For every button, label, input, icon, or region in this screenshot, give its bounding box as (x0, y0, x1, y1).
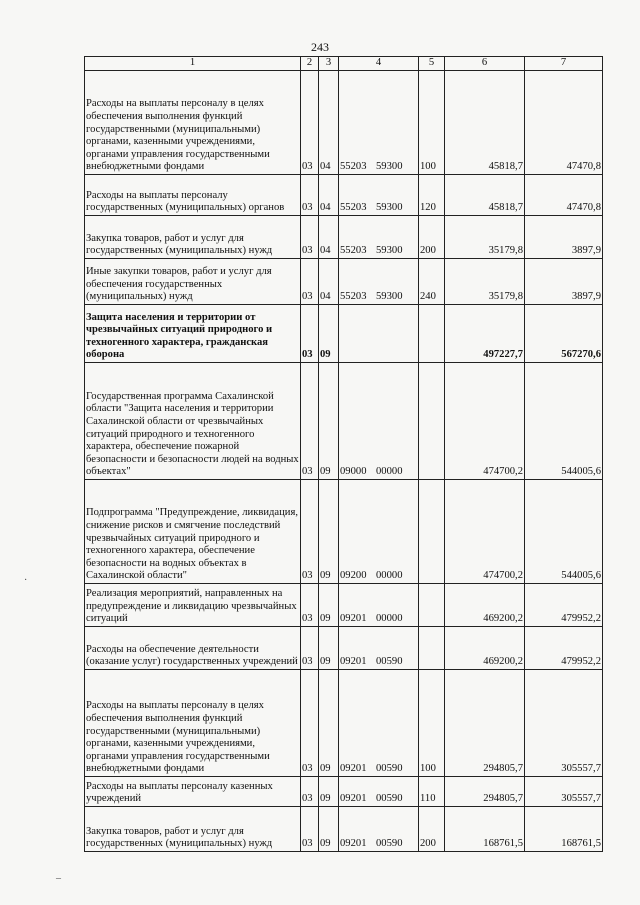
row-value-col7: 544005,6 (525, 363, 603, 480)
row-value-col6: 294805,7 (445, 670, 525, 777)
row-section: 03 (301, 584, 319, 627)
row-target-article-program: 55203 (340, 291, 367, 303)
row-subsection: 09 (319, 480, 339, 584)
table-row (85, 305, 603, 363)
row-target-article-program: 09200 (340, 570, 367, 582)
row-section: 03 (301, 71, 319, 175)
row-section: 03 (301, 175, 319, 216)
table-row (85, 216, 603, 259)
row-target-article (339, 584, 419, 627)
row-value-col6: 469200,2 (445, 584, 525, 627)
row-target-article-direction: 59300 (376, 245, 403, 257)
row-name: Расходы на выплаты персоналу в целях обеспечения выполнения функций государственными (муниципальными) органами, казенными учреждениями, органами управления государственными внебюджетными фондами (85, 71, 301, 175)
table-row (85, 363, 603, 480)
row-value-col7: 168761,5 (525, 807, 603, 852)
row-subsection: 09 (319, 305, 339, 363)
row-name: Расходы на выплаты персоналу государственных (муниципальных) органов (85, 175, 301, 216)
row-expense-type: 120 (419, 175, 445, 216)
row-expense-type: 100 (419, 71, 445, 175)
header-col-1: 1 (85, 57, 301, 71)
row-target-article-direction: 59300 (376, 161, 403, 173)
row-target-article (339, 71, 419, 175)
row-subsection: 04 (319, 216, 339, 259)
row-expense-type: 200 (419, 216, 445, 259)
row-name: Защита населения и территории от чрезвычайных ситуаций природного и техногенного характера, гражданская оборона (85, 305, 301, 363)
row-section: 03 (301, 480, 319, 584)
row-name: Расходы на обеспечение деятельности (оказание услуг) государственных учреждений (85, 627, 301, 670)
row-target-article (339, 777, 419, 807)
row-target-article (339, 363, 419, 480)
table-row (85, 584, 603, 627)
row-value-col7: 305557,7 (525, 670, 603, 777)
row-target-article (339, 480, 419, 584)
row-value-col6: 168761,5 (445, 807, 525, 852)
row-name: Подпрограмма "Предупреждение, ликвидация, снижение рисков и смягчение последствий чрезвычайных ситуаций природного и техногенного характера, обеспечение безопасности на водных объектах в Сахалинской области" (85, 480, 301, 584)
row-target-article (339, 670, 419, 777)
row-name: Реализация мероприятий, направленных на предупреждение и ликвидацию чрезвычайных ситуаций (85, 584, 301, 627)
row-target-article-direction: 00590 (376, 838, 403, 850)
row-target-article-program: 55203 (340, 202, 367, 214)
row-name: Закупка товаров, работ и услуг для государственных (муниципальных) нужд (85, 807, 301, 852)
row-target-article-direction: 00590 (376, 793, 403, 805)
table-body (85, 71, 603, 852)
row-section: 03 (301, 807, 319, 852)
row-section: 03 (301, 363, 319, 480)
row-value-col7: 305557,7 (525, 777, 603, 807)
row-value-col6: 474700,2 (445, 480, 525, 584)
row-value-col7: 3897,9 (525, 259, 603, 305)
table-row (85, 670, 603, 777)
row-target-article-direction: 00000 (376, 613, 403, 625)
row-name: Государственная программа Сахалинской области "Защита населения и территории Сахалинской области от чрезвычайных ситуаций природного и техногенного характера, обеспечение пожарной безопасности и безопасности людей на водных объектах" (85, 363, 301, 480)
row-section: 03 (301, 627, 319, 670)
header-col-5: 5 (419, 57, 445, 71)
row-target-article-program: 09201 (340, 793, 367, 805)
row-section: 03 (301, 670, 319, 777)
table-row (85, 807, 603, 852)
row-target-article-program: 09201 (340, 838, 367, 850)
table-row (85, 71, 603, 175)
row-expense-type (419, 627, 445, 670)
margin-mark: – (56, 873, 61, 884)
row-subsection: 09 (319, 584, 339, 627)
row-name: Расходы на выплаты персоналу в целях обеспечения выполнения функций государственными (муниципальными) органами, казенными учреждениями, органами управления государственными внебюджетными фондами (85, 670, 301, 777)
row-value-col6: 45818,7 (445, 71, 525, 175)
row-target-article (339, 807, 419, 852)
row-value-col6: 497227,7 (445, 305, 525, 363)
row-value-col7: 47470,8 (525, 175, 603, 216)
row-subsection: 09 (319, 670, 339, 777)
row-target-article-program: 09201 (340, 656, 367, 668)
row-section: 03 (301, 216, 319, 259)
row-target-article (339, 259, 419, 305)
row-subsection: 09 (319, 627, 339, 670)
table-row (85, 777, 603, 807)
row-target-article (339, 627, 419, 670)
row-name: Иные закупки товаров, работ и услуг для обеспечения государственных (муниципальных) нужд (85, 259, 301, 305)
header-col-6: 6 (445, 57, 525, 71)
row-expense-type: 240 (419, 259, 445, 305)
row-value-col6: 474700,2 (445, 363, 525, 480)
row-value-col7: 544005,6 (525, 480, 603, 584)
row-section: 03 (301, 777, 319, 807)
table-row (85, 175, 603, 216)
row-expense-type: 110 (419, 777, 445, 807)
header-col-3: 3 (319, 57, 339, 71)
header-col-4: 4 (339, 57, 419, 71)
row-subsection: 09 (319, 363, 339, 480)
row-target-article (339, 175, 419, 216)
row-value-col7: 3897,9 (525, 216, 603, 259)
row-target-article (339, 305, 419, 363)
row-subsection: 04 (319, 175, 339, 216)
row-target-article-direction: 59300 (376, 291, 403, 303)
row-target-article-program: 09000 (340, 466, 367, 478)
row-target-article (339, 216, 419, 259)
row-value-col6: 35179,8 (445, 216, 525, 259)
row-expense-type (419, 305, 445, 363)
row-target-article-direction: 00590 (376, 763, 403, 775)
row-section: 03 (301, 305, 319, 363)
row-value-col7: 479952,2 (525, 584, 603, 627)
row-target-article-direction: 00000 (376, 570, 403, 582)
row-expense-type (419, 480, 445, 584)
row-target-article-direction: 00000 (376, 466, 403, 478)
row-subsection: 04 (319, 71, 339, 175)
table-row (85, 480, 603, 584)
header-row (85, 57, 603, 71)
row-value-col6: 35179,8 (445, 259, 525, 305)
row-value-col6: 469200,2 (445, 627, 525, 670)
row-value-col7: 479952,2 (525, 627, 603, 670)
row-target-article-direction: 00590 (376, 656, 403, 668)
table-row (85, 627, 603, 670)
row-target-article-program: 55203 (340, 161, 367, 173)
row-name: Закупка товаров, работ и услуг для государственных (муниципальных) нужд (85, 216, 301, 259)
row-name: Расходы на выплаты персоналу казенных учреждений (85, 777, 301, 807)
row-target-article-program: 09201 (340, 763, 367, 775)
row-subsection: 09 (319, 777, 339, 807)
row-expense-type: 200 (419, 807, 445, 852)
header-col-7: 7 (525, 57, 603, 71)
row-section: 03 (301, 259, 319, 305)
row-target-article-direction: 59300 (376, 202, 403, 214)
row-target-article-program: 55203 (340, 245, 367, 257)
row-value-col7: 567270,6 (525, 305, 603, 363)
row-value-col6: 294805,7 (445, 777, 525, 807)
margin-mark: · (24, 575, 28, 586)
row-expense-type (419, 363, 445, 480)
row-subsection: 04 (319, 259, 339, 305)
page-number: 243 (311, 40, 329, 54)
header-col-2: 2 (301, 57, 319, 71)
row-subsection: 09 (319, 807, 339, 852)
row-expense-type (419, 584, 445, 627)
row-value-col6: 45818,7 (445, 175, 525, 216)
table-row (85, 259, 603, 305)
budget-table (84, 56, 603, 852)
row-expense-type: 100 (419, 670, 445, 777)
row-target-article-program: 09201 (340, 613, 367, 625)
row-value-col7: 47470,8 (525, 71, 603, 175)
